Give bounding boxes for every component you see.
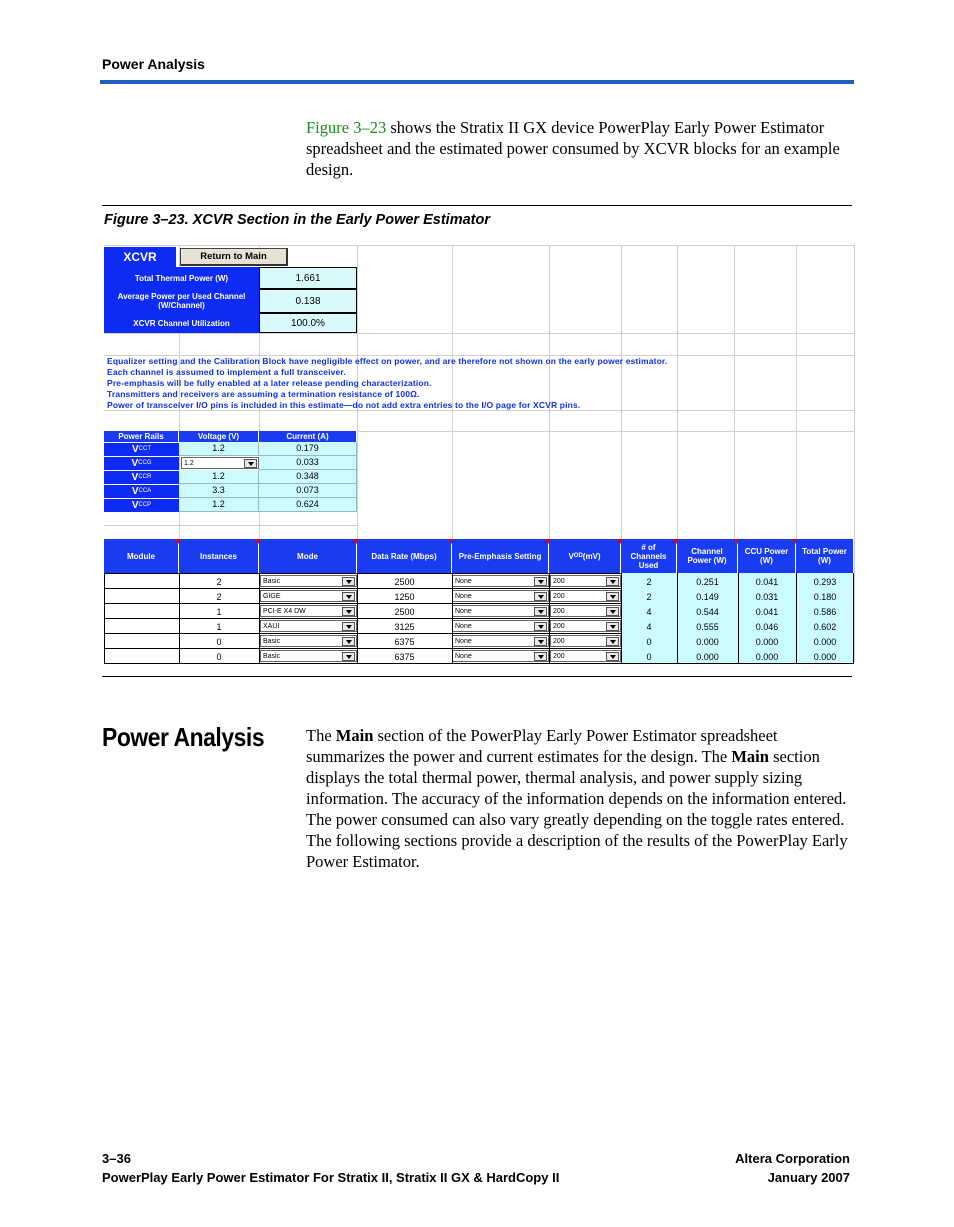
column-border: [452, 573, 453, 664]
rail-name: [104, 442, 179, 456]
module-header-pre-emphasis: Pre-Emphasis Setting: [452, 539, 549, 573]
section-body: [306, 725, 854, 872]
column-border: [179, 573, 180, 664]
module-header-ccu-power: CCU Power (W): [738, 539, 796, 573]
rails-header-current: Current (A): [259, 431, 357, 442]
rail-name-sub: CCT: [138, 446, 151, 452]
column-border: [549, 573, 550, 664]
chevron-down-icon[interactable]: [342, 577, 355, 586]
header-section-title: Power Analysis: [102, 56, 205, 72]
mode-value: XAUI: [263, 622, 280, 630]
column-border: [621, 573, 622, 664]
ccu-power-value: 0.041: [738, 573, 796, 588]
total-power-value: 0.293: [796, 573, 854, 588]
column-border: [853, 573, 854, 664]
body-bold-main-2: Main: [731, 747, 769, 766]
summary-label-utilization: XCVR Channel Utilization: [104, 313, 259, 333]
summary-value-utilization: 100.0%: [259, 313, 357, 333]
comment-marker: [447, 539, 452, 544]
vod-value: 200: [553, 577, 565, 585]
module-header-module: Module: [104, 539, 179, 573]
rails-header-voltage: Voltage (V): [179, 431, 259, 442]
rail-current: 0.624: [259, 498, 357, 512]
mode-value: GIGE: [263, 592, 281, 600]
note-line-1: Equalizer setting and the Calibration Block have negligible effect on power, and are therefore not shown on the early power estimator.: [107, 356, 668, 366]
instances-value: 2: [216, 592, 222, 602]
chevron-down-icon[interactable]: [606, 577, 619, 586]
summary-label-total-thermal: Total Thermal Power (W): [104, 267, 259, 289]
note-line-2: Each channel is assumed to implement a full transceiver.: [107, 367, 346, 377]
comment-marker: [791, 539, 796, 544]
section-heading: Power Analysis: [102, 722, 265, 752]
pre-emphasis-value: None: [455, 577, 472, 585]
figure-rule-bottom: [102, 676, 852, 677]
chevron-down-icon[interactable]: [534, 592, 547, 601]
body-part-3: section displays the total thermal power, thermal analysis, and power supply sizing information. The accuracy of the information depends on the information entered. The power consumed can also vary greatly depending on the toggle rates entered. The following sections provide a description of the results of the PowerPlay Early Power Estimator.: [306, 747, 848, 871]
pre-emphasis-value: None: [455, 622, 472, 630]
channel-power-value: 0.555: [677, 618, 738, 633]
rail-name-sub: CCR: [138, 474, 152, 480]
chevron-down-icon[interactable]: [606, 652, 619, 661]
mode-dropdown[interactable]: [260, 605, 357, 617]
chevron-down-icon[interactable]: [534, 577, 547, 586]
comment-marker: [733, 539, 738, 544]
chevron-down-icon[interactable]: [342, 592, 355, 601]
rail-current: 0.033: [259, 456, 357, 470]
table-row: [104, 573, 854, 588]
rail-name-main: V: [131, 458, 139, 469]
table-row: [104, 603, 854, 618]
rail-name-sub: CCG: [138, 460, 152, 466]
module-header-data-rate: Data Rate (Mbps): [357, 539, 452, 573]
row-border: [104, 663, 854, 664]
vod-dropdown[interactable]: [550, 620, 621, 632]
comment-marker: [544, 539, 549, 544]
footer-company: Altera Corporation: [735, 1151, 850, 1166]
rail-empty-row: [104, 526, 357, 540]
xcvr-label: XCVR: [104, 247, 176, 267]
vod-dropdown[interactable]: [550, 635, 621, 647]
instances-value: 1: [216, 607, 222, 617]
rail-voltage: 1.2: [179, 498, 259, 512]
chevron-down-icon[interactable]: [606, 637, 619, 646]
instances-value: 2: [216, 577, 222, 587]
data-rate-value: 1250: [394, 592, 415, 602]
mode-value: Basic: [263, 652, 281, 660]
instances-value: 1: [216, 622, 222, 632]
pre-emphasis-value: None: [455, 592, 472, 600]
rail-empty-row: [104, 512, 357, 526]
mode-value: PCI-E X4 DW: [263, 607, 306, 615]
data-rate-value: 6375: [394, 637, 415, 647]
figure-rule-top: [102, 205, 852, 206]
data-rate-value: 3125: [394, 622, 415, 632]
summary-value-avg-power: 0.138: [259, 289, 357, 313]
channels-value: 4: [621, 603, 677, 618]
pre-emphasis-value: None: [455, 652, 472, 660]
grid-row-line: [104, 333, 854, 334]
channels-value: 4: [621, 618, 677, 633]
column-border: [259, 573, 260, 664]
body-bold-main-1: Main: [335, 726, 374, 745]
chevron-down-icon[interactable]: [244, 459, 257, 468]
data-rate-value: 6375: [394, 652, 415, 662]
instances-value: 0: [216, 637, 222, 647]
chevron-down-icon[interactable]: [342, 652, 355, 661]
ccu-power-value: 0.041: [738, 603, 796, 618]
module-header-channel-power: Channel Power (W): [677, 539, 738, 573]
vod-dropdown[interactable]: [550, 590, 621, 602]
channels-value: 2: [621, 573, 677, 588]
pre-emphasis-value: None: [455, 607, 472, 615]
chevron-down-icon[interactable]: [534, 652, 547, 661]
chevron-down-icon[interactable]: [342, 637, 355, 646]
column-border: [357, 573, 358, 664]
pre-emphasis-dropdown[interactable]: [452, 620, 549, 632]
vod-value: 200: [553, 652, 565, 660]
chevron-down-icon[interactable]: [606, 592, 619, 601]
figure-link[interactable]: Figure 3–23: [306, 118, 387, 137]
chevron-down-icon[interactable]: [606, 622, 619, 631]
body-part-2: section of the PowerPlay Early Power Estimator spreadsheet summarizes the power and current estimates for the design. The: [306, 726, 778, 766]
mode-value: Basic: [263, 637, 281, 645]
body-part-1: The: [306, 726, 336, 745]
ccu-power-value: 0.046: [738, 618, 796, 633]
pre-emphasis-dropdown[interactable]: [452, 590, 549, 602]
note-line-5: Power of transceiver I/O pins is included in this estimate—do not add extra entries to the I/O page for XCVR pins.: [107, 400, 581, 410]
grid-col-line: [854, 245, 855, 663]
rail-name: [104, 456, 179, 470]
intro-paragraph: [306, 117, 851, 180]
column-border: [796, 573, 797, 664]
summary-label-avg-power: Average Power per Used Channel (W/Channel): [104, 289, 259, 313]
module-header-mode: Mode: [259, 539, 357, 573]
module-header-vod: [549, 539, 621, 573]
mode-dropdown[interactable]: [260, 650, 357, 662]
chevron-down-icon[interactable]: [342, 622, 355, 631]
vod-header-unit: (mV): [582, 551, 601, 561]
total-power-value: 0.000: [796, 648, 854, 663]
data-rate-value: 2500: [394, 577, 415, 587]
comment-marker: [352, 539, 357, 544]
mode-dropdown[interactable]: [260, 635, 357, 647]
channel-power-value: 0.251: [677, 573, 738, 588]
total-power-value: 0.000: [796, 633, 854, 648]
vod-dropdown[interactable]: [550, 575, 621, 587]
rail-name-sub: CCP: [138, 502, 152, 508]
comment-marker: [672, 539, 677, 544]
column-border: [677, 573, 678, 664]
rail-current: 0.179: [259, 442, 357, 456]
channel-power-value: 0.149: [677, 588, 738, 603]
vod-header-main: V: [568, 551, 574, 561]
rail-name-main: V: [131, 444, 139, 455]
mode-dropdown[interactable]: [260, 620, 357, 632]
mode-dropdown[interactable]: [260, 575, 357, 587]
vod-value: 200: [553, 637, 565, 645]
column-border: [104, 573, 105, 664]
comment-marker: [254, 539, 259, 544]
table-row: [104, 588, 854, 603]
vod-dropdown[interactable]: [550, 605, 621, 617]
rail-name: [104, 484, 179, 498]
ccu-power-value: 0.031: [738, 588, 796, 603]
chevron-down-icon[interactable]: [534, 607, 547, 616]
channel-power-value: 0.544: [677, 603, 738, 618]
column-border: [738, 573, 739, 664]
ccu-power-value: 0.000: [738, 633, 796, 648]
grid-row-line: [104, 410, 854, 411]
chevron-down-icon[interactable]: [342, 607, 355, 616]
total-power-value: 0.586: [796, 603, 854, 618]
module-header-instances: Instances: [179, 539, 259, 573]
note-line-4: Transmitters and receivers are assuming a termination resistance of 100Ω.: [107, 389, 420, 399]
xcvr-spreadsheet: [104, 245, 854, 663]
module-header-total-power: Total Power (W): [796, 539, 854, 573]
mode-dropdown[interactable]: [260, 590, 357, 602]
header-rule: [100, 80, 854, 84]
vod-value: 200: [553, 592, 565, 600]
channels-value: 0: [621, 633, 677, 648]
data-rate-value: 2500: [394, 607, 415, 617]
channel-power-value: 0.000: [677, 633, 738, 648]
table-row: [104, 633, 854, 648]
chevron-down-icon[interactable]: [606, 607, 619, 616]
module-header-channels: # of Channels Used: [621, 539, 677, 573]
rail-voltage: 1.2: [179, 442, 259, 456]
grid-row-line: [104, 245, 854, 246]
vod-value: 200: [553, 622, 565, 630]
rail-voltage: 1.2: [179, 470, 259, 484]
pre-emphasis-dropdown[interactable]: [452, 605, 549, 617]
rail-current: 0.073: [259, 484, 357, 498]
vod-value: 200: [553, 607, 565, 615]
channels-value: 0: [621, 648, 677, 663]
rail-current: 0.348: [259, 470, 357, 484]
rail-voltage: 3.3: [179, 484, 259, 498]
footer-doc-title: PowerPlay Early Power Estimator For Stratix II, Stratix II GX & HardCopy II: [102, 1170, 560, 1185]
pre-emphasis-value: None: [455, 637, 472, 645]
rail-name-main: V: [131, 472, 139, 483]
rail-voltage-value: 1.2: [184, 459, 194, 467]
mode-value: Basic: [263, 577, 281, 585]
pre-emphasis-dropdown[interactable]: [452, 650, 549, 662]
rail-name-main: V: [131, 500, 139, 511]
chevron-down-icon[interactable]: [534, 637, 547, 646]
pre-emphasis-dropdown[interactable]: [452, 575, 549, 587]
rail-name: [104, 470, 179, 484]
summary-value-total-thermal: 1.661: [259, 267, 357, 289]
chevron-down-icon[interactable]: [534, 622, 547, 631]
footer-date: January 2007: [767, 1170, 850, 1185]
channels-value: 2: [621, 588, 677, 603]
rail-name-sub: CCA: [138, 488, 152, 494]
table-row: [104, 648, 854, 663]
table-row: [104, 618, 854, 633]
comment-marker: [616, 539, 621, 544]
footer-page-number: 3–36: [102, 1151, 131, 1166]
rail-name: [104, 498, 179, 512]
rail-voltage-dropdown[interactable]: [181, 457, 259, 469]
vod-dropdown[interactable]: [550, 650, 621, 662]
figure-caption: Figure 3–23. XCVR Section in the Early Power Estimator: [104, 212, 490, 228]
intro-text: shows the Stratix II GX device PowerPlay Early Power Estimator spreadsheet and the estimated power consumed by XCVR blocks for an example design.: [306, 118, 840, 179]
note-line-3: Pre-emphasis will be fully enabled at a later release pending characterization.: [107, 378, 432, 388]
rail-name-main: V: [131, 486, 139, 497]
vod-header-sub: OD: [573, 552, 583, 559]
return-to-main-button[interactable]: Return to Main: [180, 248, 288, 266]
total-power-value: 0.602: [796, 618, 854, 633]
comment-marker: [174, 539, 179, 544]
instances-value: 0: [216, 652, 222, 662]
rails-header-name: Power Rails: [104, 431, 179, 442]
total-power-value: 0.180: [796, 588, 854, 603]
ccu-power-value: 0.000: [738, 648, 796, 663]
pre-emphasis-dropdown[interactable]: [452, 635, 549, 647]
channel-power-value: 0.000: [677, 648, 738, 663]
